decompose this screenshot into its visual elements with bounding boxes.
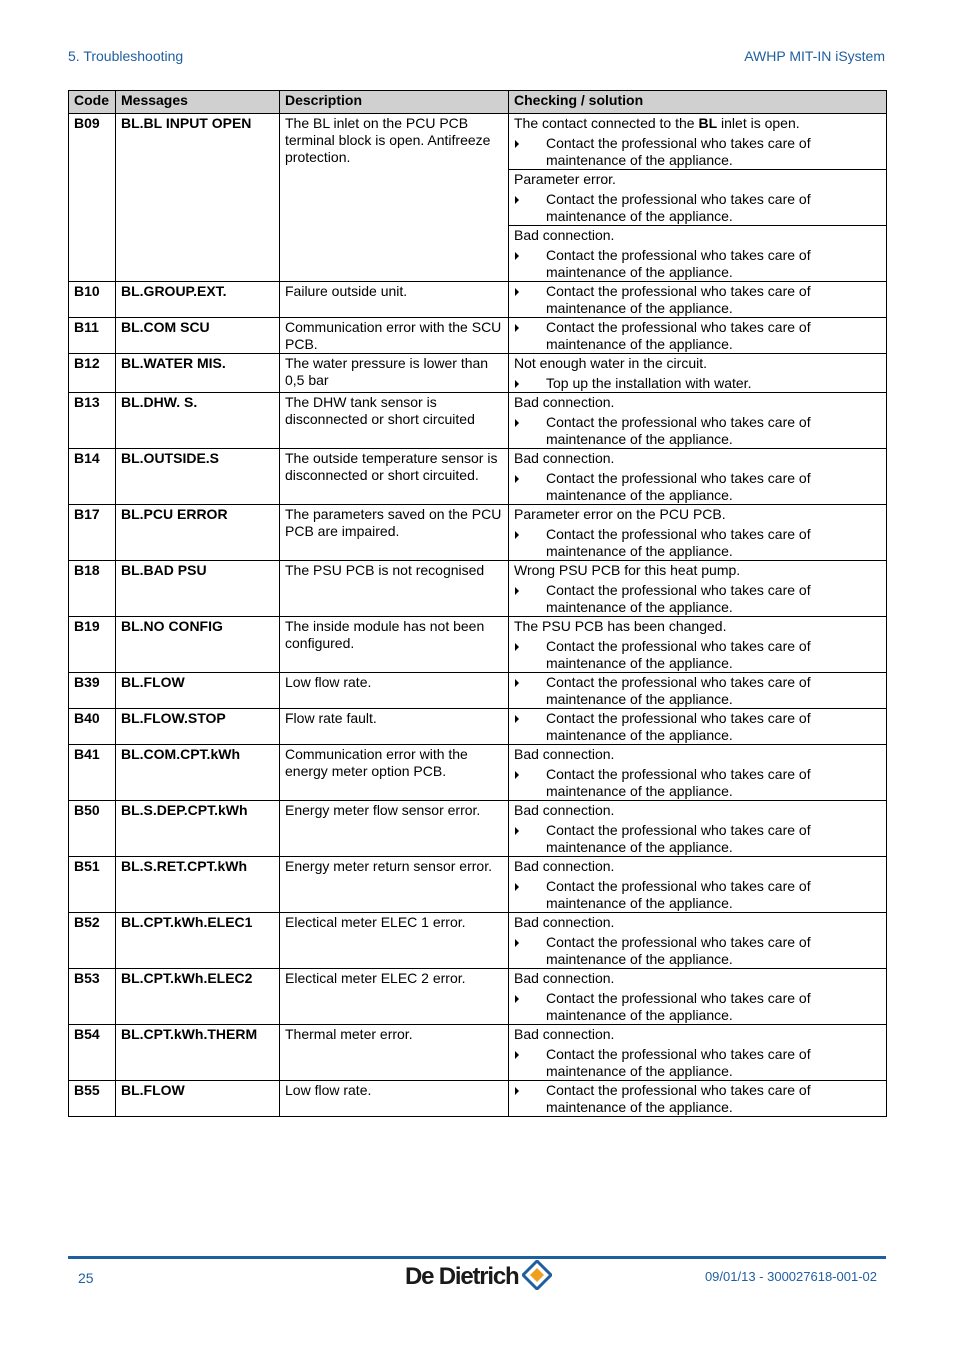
check-cause: Bad connection. — [514, 802, 615, 818]
check-action-text: Contact the professional who takes care of maintenance of the appliance. — [546, 582, 811, 615]
checking-solution-cell — [509, 969, 887, 1025]
check-action-text: Contact the professional who takes care of maintenance of the appliance. — [546, 766, 811, 799]
check-action-text: Contact the professional who takes care of maintenance of the appliance. — [546, 191, 811, 224]
check-action-text: Contact the professional who takes care of maintenance of the appliance. — [546, 319, 811, 352]
checking-solution-cell — [509, 709, 887, 745]
check-action — [514, 135, 881, 169]
check-action-text: Contact the professional who takes care of maintenance of the appliance. — [546, 1082, 811, 1115]
checking-solution-cell — [509, 561, 887, 617]
check-action-text: Contact the professional who takes care of maintenance of the appliance. — [546, 526, 811, 559]
checking-solution-cell — [509, 505, 887, 561]
brand-logo — [405, 1260, 552, 1294]
checking-solution-cell — [509, 354, 887, 393]
check-action-text: Contact the professional who takes care of maintenance of the appliance. — [546, 878, 811, 911]
check-action — [514, 766, 881, 800]
checking-solution-cell — [509, 801, 887, 857]
check-cause: Bad connection. — [514, 227, 615, 243]
check-action-text: Contact the professional who takes care of maintenance of the appliance. — [546, 934, 811, 967]
triangle-right-icon — [515, 252, 519, 260]
check-cause: Wrong PSU PCB for this heat pump. — [514, 562, 741, 578]
error-description: The parameters saved on the PCU PCB are impaired. — [280, 505, 509, 561]
error-description: Failure outside unit. — [280, 282, 509, 318]
check-action — [514, 283, 881, 317]
check-action-text: Contact the professional who takes care of maintenance of the appliance. — [546, 470, 811, 503]
check-action — [514, 638, 881, 672]
error-code: B12 — [69, 354, 116, 393]
error-message: BL.GROUP.EXT. — [116, 282, 280, 318]
triangle-right-icon — [515, 140, 519, 148]
check-action — [514, 822, 881, 856]
check-action — [514, 582, 881, 616]
running-header-section: 5. Troubleshooting — [68, 48, 184, 64]
running-header-product: AWHP MIT-IN iSystem — [744, 48, 885, 64]
error-message: BL.DHW. S. — [116, 393, 280, 449]
check-action-text: Contact the professional who takes care of maintenance of the appliance. — [546, 710, 811, 743]
error-code: B18 — [69, 561, 116, 617]
check-action — [514, 674, 881, 708]
check-action — [514, 990, 881, 1024]
triangle-right-icon — [515, 679, 519, 687]
check-action — [514, 319, 881, 353]
error-description: Low flow rate. — [280, 1081, 509, 1117]
triangle-right-icon — [515, 475, 519, 483]
column-header-description: Description — [280, 91, 509, 114]
error-code: B39 — [69, 673, 116, 709]
check-cause: The PSU PCB has been changed. — [514, 618, 727, 634]
table-row — [69, 282, 887, 318]
document-reference: 09/01/13 - 300027618-001-02 — [704, 1269, 877, 1284]
error-code: B53 — [69, 969, 116, 1025]
checking-solution-cell — [509, 673, 887, 709]
check-action — [514, 247, 881, 281]
check-block — [509, 801, 886, 856]
check-action-text: Contact the professional who takes care of maintenance of the appliance. — [546, 638, 811, 671]
triangle-right-icon — [515, 380, 519, 388]
error-code: B13 — [69, 393, 116, 449]
error-message: BL.BAD PSU — [116, 561, 280, 617]
check-action — [514, 470, 881, 504]
check-cause-text: The contact connected to the — [514, 115, 699, 131]
table-row — [69, 114, 887, 282]
table-row — [69, 801, 887, 857]
page-number: 25 — [78, 1270, 94, 1286]
check-block — [509, 318, 886, 353]
triangle-right-icon — [515, 288, 519, 296]
triangle-right-icon — [515, 939, 519, 947]
error-description: Low flow rate. — [280, 673, 509, 709]
table-row — [69, 1081, 887, 1117]
check-block — [509, 561, 886, 616]
error-message: BL.WATER MIS. — [116, 354, 280, 393]
error-code: B55 — [69, 1081, 116, 1117]
check-action — [514, 878, 881, 912]
check-action-text: Top up the installation with water. — [546, 375, 752, 391]
error-message: BL.CPT.kWh.ELEC1 — [116, 913, 280, 969]
logo-wordmark: De Dietrich — [405, 1263, 519, 1290]
error-description: Flow rate fault. — [280, 709, 509, 745]
error-code: B17 — [69, 505, 116, 561]
triangle-right-icon — [515, 1051, 519, 1059]
check-block — [509, 225, 886, 281]
checking-solution-cell — [509, 857, 887, 913]
error-code: B52 — [69, 913, 116, 969]
error-code: B19 — [69, 617, 116, 673]
column-header-checking-solution: Checking / solution — [509, 91, 887, 114]
table-row — [69, 393, 887, 449]
table-row — [69, 745, 887, 801]
error-code: B10 — [69, 282, 116, 318]
checking-solution-cell — [509, 318, 887, 354]
error-message: BL.CPT.kWh.THERM — [116, 1025, 280, 1081]
check-action — [514, 526, 881, 560]
triangle-right-icon — [515, 995, 519, 1003]
diamond-logo-icon — [522, 1260, 552, 1295]
checking-solution-cell — [509, 1081, 887, 1117]
check-block — [509, 673, 886, 708]
check-block — [509, 969, 886, 1024]
error-description: Electical meter ELEC 1 error. — [280, 913, 509, 969]
check-block — [509, 354, 886, 392]
checking-solution-cell — [509, 449, 887, 505]
error-message: BL.S.RET.CPT.kWh — [116, 857, 280, 913]
error-description: The water pressure is lower than 0,5 bar — [280, 354, 509, 393]
error-message: BL.CPT.kWh.ELEC2 — [116, 969, 280, 1025]
error-message: BL.S.DEP.CPT.kWh — [116, 801, 280, 857]
triangle-right-icon — [515, 715, 519, 723]
table-row — [69, 505, 887, 561]
check-block — [509, 282, 886, 317]
error-description: Electical meter ELEC 2 error. — [280, 969, 509, 1025]
check-action — [514, 414, 881, 448]
check-cause: Parameter error on the PCU PCB. — [514, 506, 726, 522]
check-cause: Parameter error. — [514, 171, 616, 187]
table-row — [69, 709, 887, 745]
table-header-row — [69, 91, 887, 114]
table-row — [69, 561, 887, 617]
table-row — [69, 1025, 887, 1081]
check-block — [509, 505, 886, 560]
error-description: Communication error with the energy meter option PCB. — [280, 745, 509, 801]
checking-solution-cell — [509, 617, 887, 673]
triangle-right-icon — [515, 196, 519, 204]
table-row — [69, 449, 887, 505]
check-action-text: Contact the professional who takes care of maintenance of the appliance. — [546, 283, 811, 316]
column-header-messages: Messages — [116, 91, 280, 114]
table-row — [69, 318, 887, 354]
check-action-text: Contact the professional who takes care of maintenance of the appliance. — [546, 1046, 811, 1079]
checking-solution-cell — [509, 913, 887, 969]
error-code: B51 — [69, 857, 116, 913]
check-action — [514, 191, 881, 225]
check-block — [509, 857, 886, 912]
table-row — [69, 969, 887, 1025]
triangle-right-icon — [515, 324, 519, 332]
check-cause: Bad connection. — [514, 1026, 615, 1042]
check-action-text: Contact the professional who takes care of maintenance of the appliance. — [546, 247, 811, 280]
error-description: Thermal meter error. — [280, 1025, 509, 1081]
check-action-text: Contact the professional who takes care of maintenance of the appliance. — [546, 414, 811, 447]
error-message: BL.BL INPUT OPEN — [116, 114, 280, 282]
table-row — [69, 857, 887, 913]
check-block — [509, 913, 886, 968]
triangle-right-icon — [515, 1087, 519, 1095]
check-action-text: Contact the professional who takes care of maintenance of the appliance. — [546, 674, 811, 707]
check-block — [509, 745, 886, 800]
error-message: BL.OUTSIDE.S — [116, 449, 280, 505]
table-row — [69, 354, 887, 393]
check-action — [514, 1046, 881, 1080]
error-message: BL.FLOW.STOP — [116, 709, 280, 745]
checking-solution-cell — [509, 114, 887, 282]
column-header-code: Code — [69, 91, 116, 114]
check-cause: Bad connection. — [514, 450, 615, 466]
check-action — [514, 375, 881, 392]
check-cause: Bad connection. — [514, 858, 615, 874]
check-cause-emphasis: BL — [698, 115, 718, 131]
error-description: Communication error with the SCU PCB. — [280, 318, 509, 354]
troubleshooting-table — [68, 90, 887, 1117]
triangle-right-icon — [515, 883, 519, 891]
error-description: The DHW tank sensor is disconnected or short circuited — [280, 393, 509, 449]
triangle-right-icon — [515, 587, 519, 595]
error-message: BL.NO CONFIG — [116, 617, 280, 673]
error-code: B11 — [69, 318, 116, 354]
error-description: Energy meter flow sensor error. — [280, 801, 509, 857]
error-code: B40 — [69, 709, 116, 745]
check-block — [509, 709, 886, 744]
checking-solution-cell — [509, 1025, 887, 1081]
error-code: B54 — [69, 1025, 116, 1081]
error-description: Energy meter return sensor error. — [280, 857, 509, 913]
error-message: BL.COM.CPT.kWh — [116, 745, 280, 801]
error-message: BL.COM SCU — [116, 318, 280, 354]
check-action — [514, 1082, 881, 1116]
error-code: B50 — [69, 801, 116, 857]
check-action-text: Contact the professional who takes care of maintenance of the appliance. — [546, 135, 811, 168]
triangle-right-icon — [515, 531, 519, 539]
triangle-right-icon — [515, 771, 519, 779]
triangle-right-icon — [515, 419, 519, 427]
error-code: B09 — [69, 114, 116, 282]
check-action — [514, 934, 881, 968]
triangle-right-icon — [515, 827, 519, 835]
checking-solution-cell — [509, 282, 887, 318]
check-action-text: Contact the professional who takes care of maintenance of the appliance. — [546, 990, 811, 1023]
error-message: BL.FLOW — [116, 1081, 280, 1117]
check-block — [509, 449, 886, 504]
footer-rule — [68, 1256, 886, 1259]
error-code: B14 — [69, 449, 116, 505]
check-cause-text: inlet is open. — [717, 115, 800, 131]
triangle-right-icon — [515, 643, 519, 651]
check-action-text: Contact the professional who takes care of maintenance of the appliance. — [546, 822, 811, 855]
check-block — [509, 617, 886, 672]
error-message: BL.PCU ERROR — [116, 505, 280, 561]
error-description: The inside module has not been configured. — [280, 617, 509, 673]
check-block — [509, 1081, 886, 1116]
check-block — [509, 114, 886, 169]
check-action — [514, 710, 881, 744]
table-row — [69, 913, 887, 969]
check-block — [509, 169, 886, 225]
check-cause: Bad connection. — [514, 746, 615, 762]
checking-solution-cell — [509, 393, 887, 449]
error-message: BL.FLOW — [116, 673, 280, 709]
error-description: The BL inlet on the PCU PCB terminal block is open. Antifreeze protection. — [280, 114, 509, 282]
check-block — [509, 393, 886, 448]
table-row — [69, 673, 887, 709]
check-cause — [514, 115, 881, 132]
checking-solution-cell — [509, 745, 887, 801]
check-cause: Bad connection. — [514, 914, 615, 930]
check-cause: Not enough water in the circuit. — [514, 355, 707, 371]
check-block — [509, 1025, 886, 1080]
error-description: The PSU PCB is not recognised — [280, 561, 509, 617]
check-cause: Bad connection. — [514, 970, 615, 986]
error-code: B41 — [69, 745, 116, 801]
error-description: The outside temperature sensor is disconnected or short circuited. — [280, 449, 509, 505]
table-row — [69, 617, 887, 673]
check-cause: Bad connection. — [514, 394, 615, 410]
